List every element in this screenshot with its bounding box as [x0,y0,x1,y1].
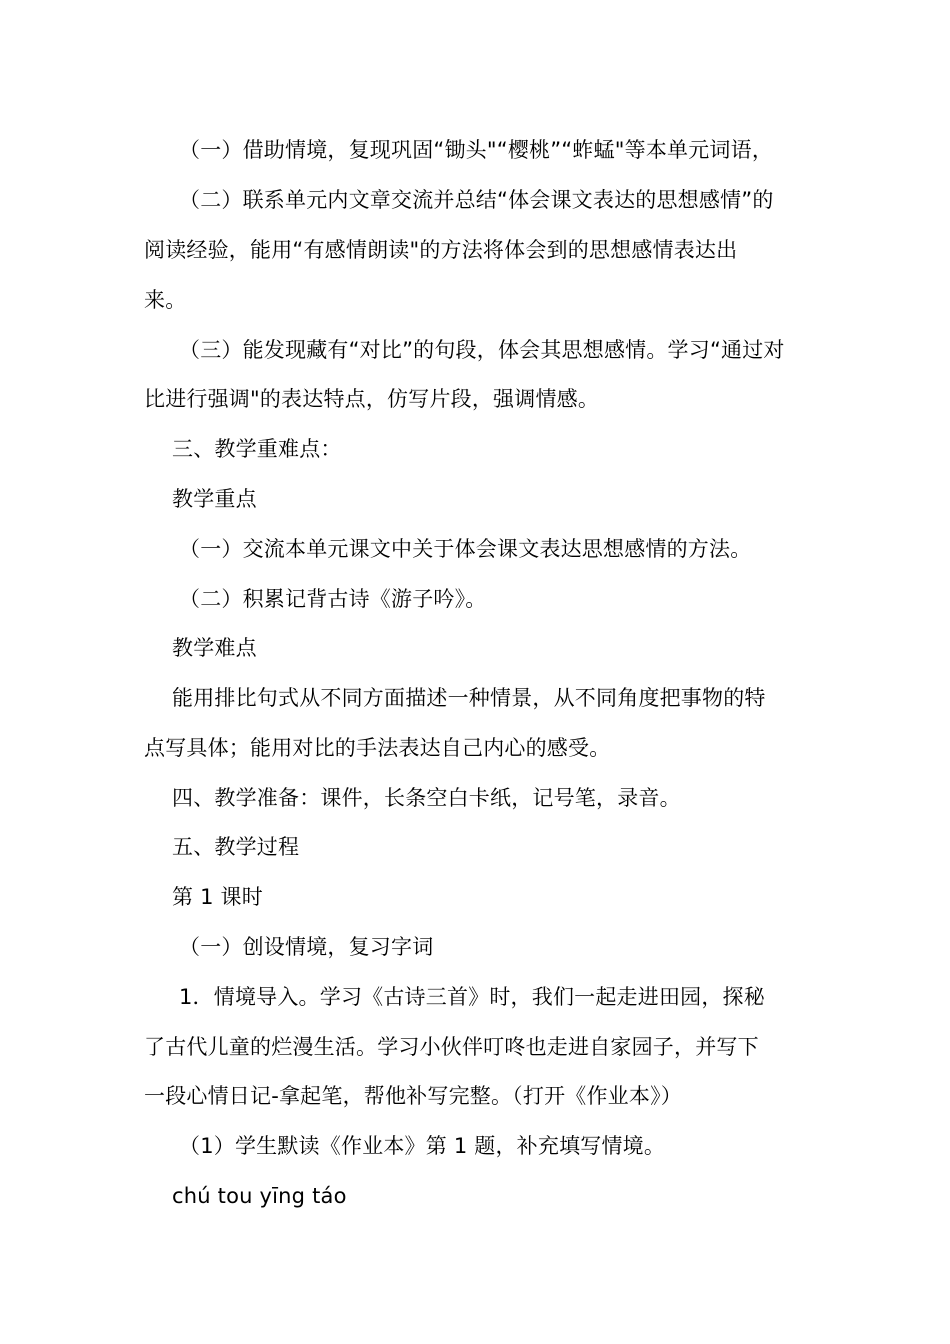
difficulty-line-1: 能用排比句式从不同方面描述一种情景，从不同角度把事物的特 [172,686,766,710]
section-heading-process: 五、教学过程 [172,835,300,859]
step-1-line-2: 了古代儿童的烂漫生活。学习小伙伴叮咚也走进自家园子，并写下 [144,1035,759,1059]
objective-3-line-2: 比进行强调"的表达特点，仿写片段，强调情感。 [144,387,600,411]
pinyin-line: chú tou yīng táo [172,1184,347,1208]
subheading-difficulty: 教学难点 [172,636,257,660]
section-heading-key-points: 三、教学重难点： [172,437,342,461]
key-focus-1: （一）交流本单元课文中关于体会课文表达思想感情的方法。 [179,537,752,561]
objective-2-line-1: （二）联系单元内文章交流并总结“体会课文表达的思想感情”的 [179,188,774,212]
step-heading: （一）创设情境，复习字词 [179,935,434,959]
step-1-line-3: 一段心情日记-拿起笔，帮他补写完整。（打开《作业本》） [144,1084,682,1108]
section-heading-preparation: 四、教学准备：课件，长条空白卡纸，记号笔，录音。 [172,786,681,810]
objective-3-line-1: （三）能发现藏有“对比”的句段，体会其思想感情。学习“通过对 [179,338,785,362]
objective-2-line-2: 阅读经验，能用“有感情朗读"的方法将体会到的思想感情表达出 [144,238,738,262]
subheading-key-focus: 教学重点 [172,487,257,511]
sub-step-1: （1）学生默读《作业本》第 1 题，补充填写情境。 [179,1134,666,1158]
step-1-line-1: 1．情境导入。学习《古诗三首》时，我们一起走进田园，探秘 [179,985,765,1009]
objective-2-line-3: 来。 [144,288,187,312]
key-focus-2: （二）积累记背古诗《游子吟》。 [179,587,487,611]
difficulty-line-2: 点写具体；能用对比的手法表达自己内心的感受。 [144,736,611,760]
objective-1: （一）借助情境，复现巩固“锄头"“樱桃”“蚱蜢"等本单元词语， [179,138,774,162]
lesson-label: 第 1 课时 [172,885,263,909]
